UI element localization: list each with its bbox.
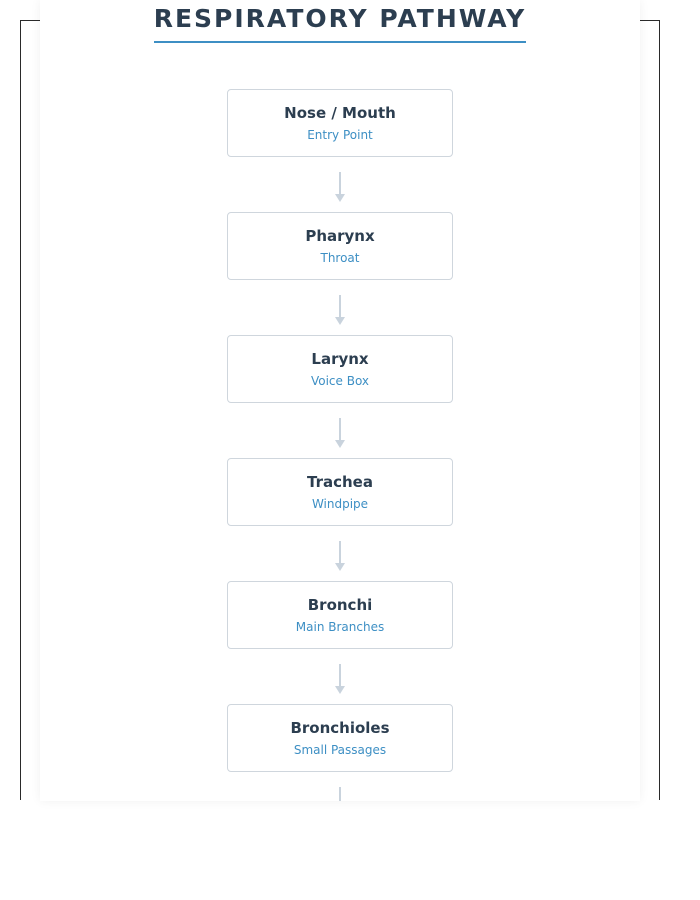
step-box xyxy=(227,704,453,772)
down-arrow-icon xyxy=(334,772,346,801)
down-arrow-icon xyxy=(334,403,346,458)
step-subtitle: Voice Box xyxy=(310,374,370,388)
pathway-flow xyxy=(40,89,640,801)
step-subtitle: Main Branches xyxy=(295,620,385,634)
step-name: Bronchioles xyxy=(290,719,390,737)
down-arrow-icon xyxy=(334,280,346,335)
step-name: Bronchi xyxy=(307,596,373,614)
step-name: Nose / Mouth xyxy=(284,104,396,122)
step-subtitle: Small Passages xyxy=(293,743,387,757)
step-subtitle: Entry Point xyxy=(307,128,373,142)
step-name: Larynx xyxy=(311,350,369,368)
title-wrap xyxy=(40,4,640,43)
step-name: Trachea xyxy=(307,473,373,491)
step-box xyxy=(227,458,453,526)
step-box xyxy=(227,212,453,280)
diagram-title: RESPIRATORY PATHWAY xyxy=(154,4,527,43)
step-name: Pharynx xyxy=(305,227,375,245)
step-box xyxy=(227,581,453,649)
down-arrow-icon xyxy=(334,526,346,581)
step-box xyxy=(227,335,453,403)
diagram-card xyxy=(40,0,640,801)
step-subtitle: Windpipe xyxy=(311,497,369,511)
step-box xyxy=(227,89,453,157)
down-arrow-icon xyxy=(334,649,346,704)
step-subtitle: Throat xyxy=(320,251,360,265)
down-arrow-icon xyxy=(334,157,346,212)
